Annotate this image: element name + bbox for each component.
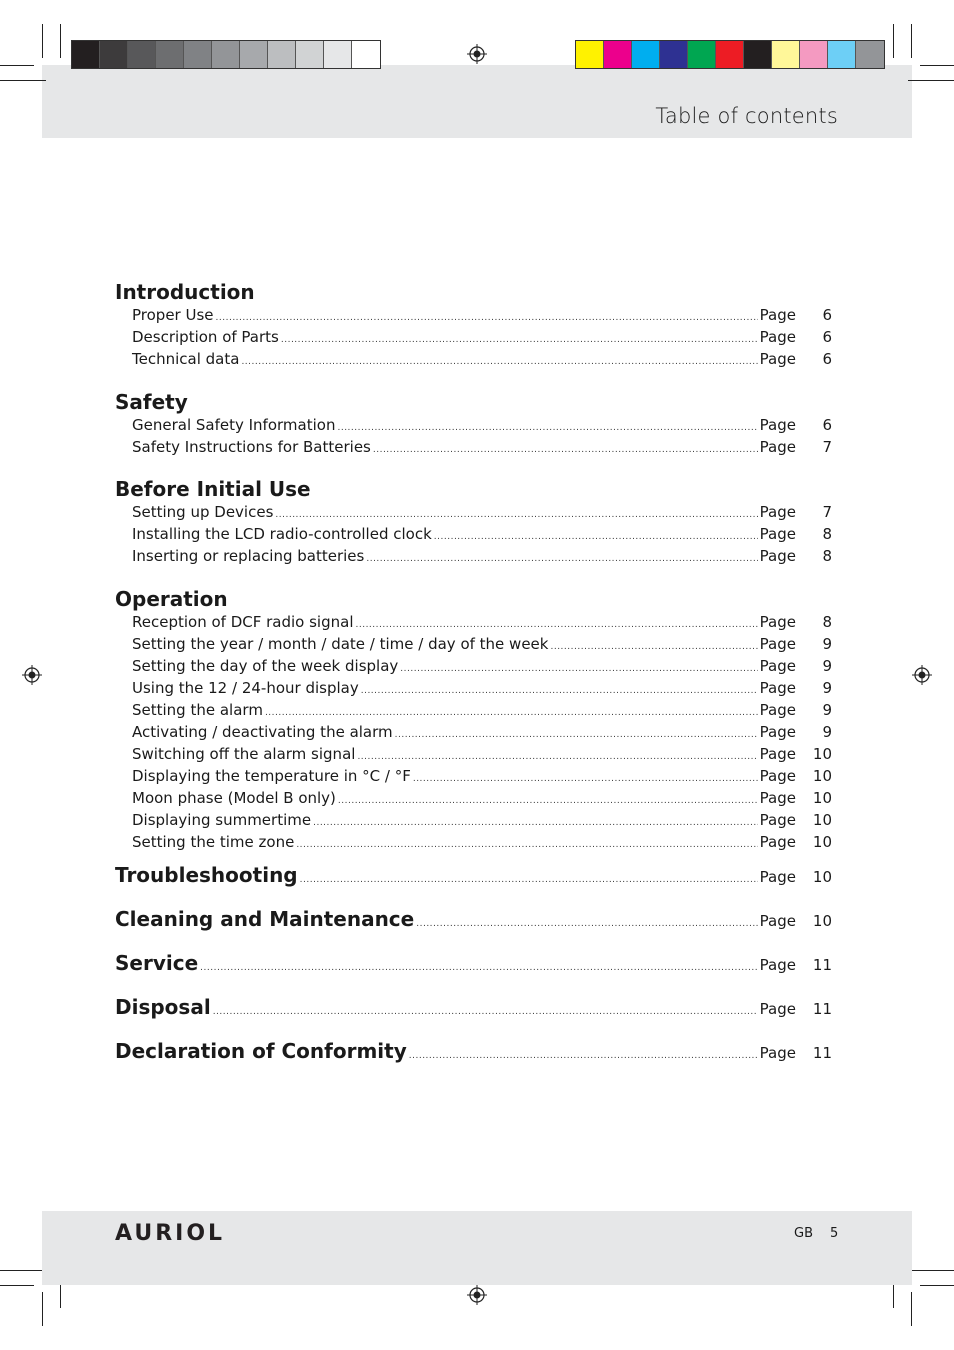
toc-entry[interactable] — [115, 348, 832, 370]
crop-mark — [0, 1285, 34, 1286]
page-label: Page — [759, 438, 796, 456]
page-number: 9 — [822, 723, 832, 741]
color-swatch — [604, 41, 632, 68]
toc-section-introduction — [115, 280, 832, 390]
crop-mark — [0, 65, 34, 66]
color-swatch — [772, 41, 800, 68]
section-heading: Disposal — [115, 995, 211, 1019]
leader-dots — [213, 997, 758, 1027]
page-label: Page — [759, 912, 796, 930]
page-label: Page — [759, 503, 796, 521]
page-number: 5 — [830, 1226, 839, 1241]
color-swatch — [828, 41, 856, 68]
auriol-logo — [115, 1219, 250, 1245]
leader-dots — [313, 812, 758, 834]
section-heading: Troubleshooting — [115, 863, 298, 887]
toc-entry-disposal[interactable] — [115, 994, 832, 1038]
entry-title: Safety Instructions for Batteries — [132, 438, 371, 456]
toc-entry[interactable] — [115, 831, 832, 853]
color-swatch — [324, 41, 352, 68]
toc-section-before-initial-use — [115, 477, 832, 587]
page-label: Page — [759, 547, 796, 565]
toc-entry[interactable] — [115, 326, 832, 348]
page-title: Table of contents — [655, 104, 838, 128]
entry-title: Description of Parts — [132, 328, 279, 346]
color-swatch — [800, 41, 828, 68]
toc-section-safety — [115, 390, 832, 477]
crop-mark — [0, 80, 46, 81]
page-label: Page — [759, 723, 796, 741]
toc-entry-cleaning[interactable] — [115, 906, 832, 950]
toc-entry[interactable] — [115, 655, 832, 677]
page-number: 6 — [822, 350, 832, 368]
section-heading: Declaration of Conformity — [115, 1039, 407, 1063]
entry-title: Setting up Devices — [132, 503, 274, 521]
registration-mark-icon — [467, 44, 487, 64]
section-heading: Service — [115, 951, 199, 975]
leader-dots — [300, 865, 758, 895]
page-number: 9 — [822, 679, 832, 697]
toc-entry[interactable] — [115, 787, 832, 809]
toc-entry-troubleshooting[interactable] — [115, 862, 832, 906]
toc-entry[interactable] — [115, 436, 832, 458]
section-heading[interactable]: Safety — [115, 390, 188, 414]
entry-title: Setting the year / month / date / time / day of the week — [132, 635, 549, 653]
entry-title: Moon phase (Model B only) — [132, 789, 336, 807]
page-label: Page — [759, 613, 796, 631]
page-label: Page — [759, 1044, 796, 1062]
color-swatch — [212, 41, 240, 68]
page-label: Page — [759, 657, 796, 675]
leader-dots — [281, 329, 758, 351]
gray-color-bar — [71, 40, 381, 69]
section-heading[interactable]: Before Initial Use — [115, 477, 311, 501]
crop-mark — [920, 65, 954, 66]
toc-entry[interactable] — [115, 721, 832, 743]
page-number: 10 — [812, 912, 832, 930]
page-label: Page — [759, 868, 796, 886]
entry-title: Activating / deactivating the alarm — [132, 723, 393, 741]
page-number: 10 — [812, 767, 832, 785]
registration-mark-icon — [467, 1285, 487, 1305]
color-swatch — [296, 41, 324, 68]
page-number: 7 — [822, 503, 832, 521]
entry-title: Switching off the alarm signal — [132, 745, 356, 763]
leader-dots — [550, 636, 757, 658]
entry-title: Using the 12 / 24-hour display — [132, 679, 359, 697]
color-swatch — [72, 41, 100, 68]
toc-entry-service[interactable] — [115, 950, 832, 994]
page-label: Page — [759, 350, 796, 368]
page-number: 11 — [812, 956, 832, 974]
leader-dots — [337, 417, 757, 439]
toc-entry[interactable] — [115, 765, 832, 787]
entry-title: Displaying summertime — [132, 811, 312, 829]
toc-entry-declaration[interactable] — [115, 1038, 832, 1082]
leader-dots — [216, 307, 758, 329]
leader-dots — [338, 790, 758, 812]
crop-mark — [911, 1292, 912, 1326]
page-label: Page — [759, 811, 796, 829]
leader-dots — [241, 351, 757, 373]
registration-mark-icon — [912, 665, 932, 685]
page-number: 10 — [812, 868, 832, 886]
leader-dots — [361, 680, 758, 702]
svg-text:AURIOL: AURIOL — [115, 1221, 226, 1245]
leader-dots — [200, 953, 758, 983]
color-swatch — [688, 41, 716, 68]
page-label: Page — [759, 745, 796, 763]
toc-entry[interactable] — [115, 809, 832, 831]
leader-dots — [357, 746, 757, 768]
table-of-contents — [115, 280, 832, 1082]
color-swatch — [240, 41, 268, 68]
toc-entry[interactable] — [115, 414, 832, 436]
page-number: 6 — [822, 328, 832, 346]
toc-section-operation — [115, 587, 832, 862]
page-number: 11 — [812, 1044, 832, 1062]
entry-title: Inserting or replacing batteries — [132, 547, 365, 565]
section-heading[interactable]: Introduction — [115, 280, 255, 304]
entry-title: Proper Use — [132, 306, 214, 324]
entry-title: Setting the time zone — [132, 833, 295, 851]
color-swatch — [184, 41, 212, 68]
page-label: Page — [759, 416, 796, 434]
page-number: 6 — [822, 416, 832, 434]
color-swatch — [156, 41, 184, 68]
page-label: Page — [759, 956, 796, 974]
page-number: 11 — [812, 1000, 832, 1018]
page-number: 8 — [822, 525, 832, 543]
leader-dots — [296, 834, 757, 856]
crop-mark — [920, 1285, 954, 1286]
color-swatch — [576, 41, 604, 68]
color-swatch — [268, 41, 296, 68]
page-number: 10 — [812, 789, 832, 807]
crop-mark — [893, 24, 894, 58]
page-label: Page — [759, 789, 796, 807]
page-label: Page — [759, 833, 796, 851]
page-label: Page — [759, 701, 796, 719]
toc-entry[interactable] — [115, 304, 832, 326]
leader-dots — [400, 658, 757, 680]
crop-mark — [908, 80, 954, 81]
toc-entry[interactable] — [115, 611, 832, 633]
entry-title: Installing the LCD radio-controlled clock — [132, 525, 432, 543]
entry-title: Reception of DCF radio signal — [132, 613, 354, 631]
leader-dots — [409, 1041, 758, 1071]
page-number: 10 — [812, 811, 832, 829]
leader-dots — [373, 439, 758, 461]
section-heading: Cleaning and Maintenance — [115, 907, 415, 931]
page-number: 6 — [822, 306, 832, 324]
color-swatch — [100, 41, 128, 68]
page-label: Page — [759, 525, 796, 543]
page-label: Page — [759, 306, 796, 324]
page-number: 9 — [822, 635, 832, 653]
entry-title: Setting the alarm — [132, 701, 263, 719]
crop-mark — [908, 1270, 954, 1271]
toc-entry[interactable] — [115, 545, 832, 567]
page-number: 8 — [822, 613, 832, 631]
page-number: 10 — [812, 745, 832, 763]
leader-dots — [366, 548, 757, 570]
crop-mark — [911, 24, 912, 58]
crop-mark — [42, 1292, 43, 1326]
color-swatch — [660, 41, 688, 68]
color-swatch — [128, 41, 156, 68]
color-swatch — [352, 41, 380, 68]
color-swatch — [716, 41, 744, 68]
entry-title: General Safety Information — [132, 416, 336, 434]
toc-entry[interactable] — [115, 699, 832, 721]
color-swatch — [856, 41, 884, 68]
leader-dots — [395, 724, 758, 746]
color-bar — [575, 40, 885, 69]
toc-entry[interactable] — [115, 743, 832, 765]
page-label: Page — [759, 328, 796, 346]
leader-dots — [434, 526, 758, 548]
entry-title: Displaying the temperature in °C / °F — [132, 767, 411, 785]
color-swatch — [632, 41, 660, 68]
toc-entry[interactable] — [115, 677, 832, 699]
page-label: Page — [759, 1000, 796, 1018]
page-number: 8 — [822, 547, 832, 565]
page-label: Page — [759, 767, 796, 785]
crop-mark — [42, 24, 43, 58]
toc-entry[interactable] — [115, 523, 832, 545]
page-label: Page — [759, 679, 796, 697]
toc-entry[interactable] — [115, 633, 832, 655]
page-label: Page — [759, 635, 796, 653]
language-code: GB — [794, 1226, 813, 1241]
entry-title: Technical data — [132, 350, 240, 368]
leader-dots — [416, 909, 757, 939]
leader-dots — [413, 768, 758, 790]
page-number: 7 — [822, 438, 832, 456]
page-number: 9 — [822, 701, 832, 719]
registration-mark-icon — [22, 665, 42, 685]
toc-entry[interactable] — [115, 501, 832, 523]
crop-mark — [0, 1270, 46, 1271]
color-swatch — [744, 41, 772, 68]
entry-title: Setting the day of the week display — [132, 657, 399, 675]
section-heading[interactable]: Operation — [115, 587, 228, 611]
page-number: 9 — [822, 657, 832, 675]
page-number: 10 — [812, 833, 832, 851]
crop-mark — [60, 24, 61, 58]
